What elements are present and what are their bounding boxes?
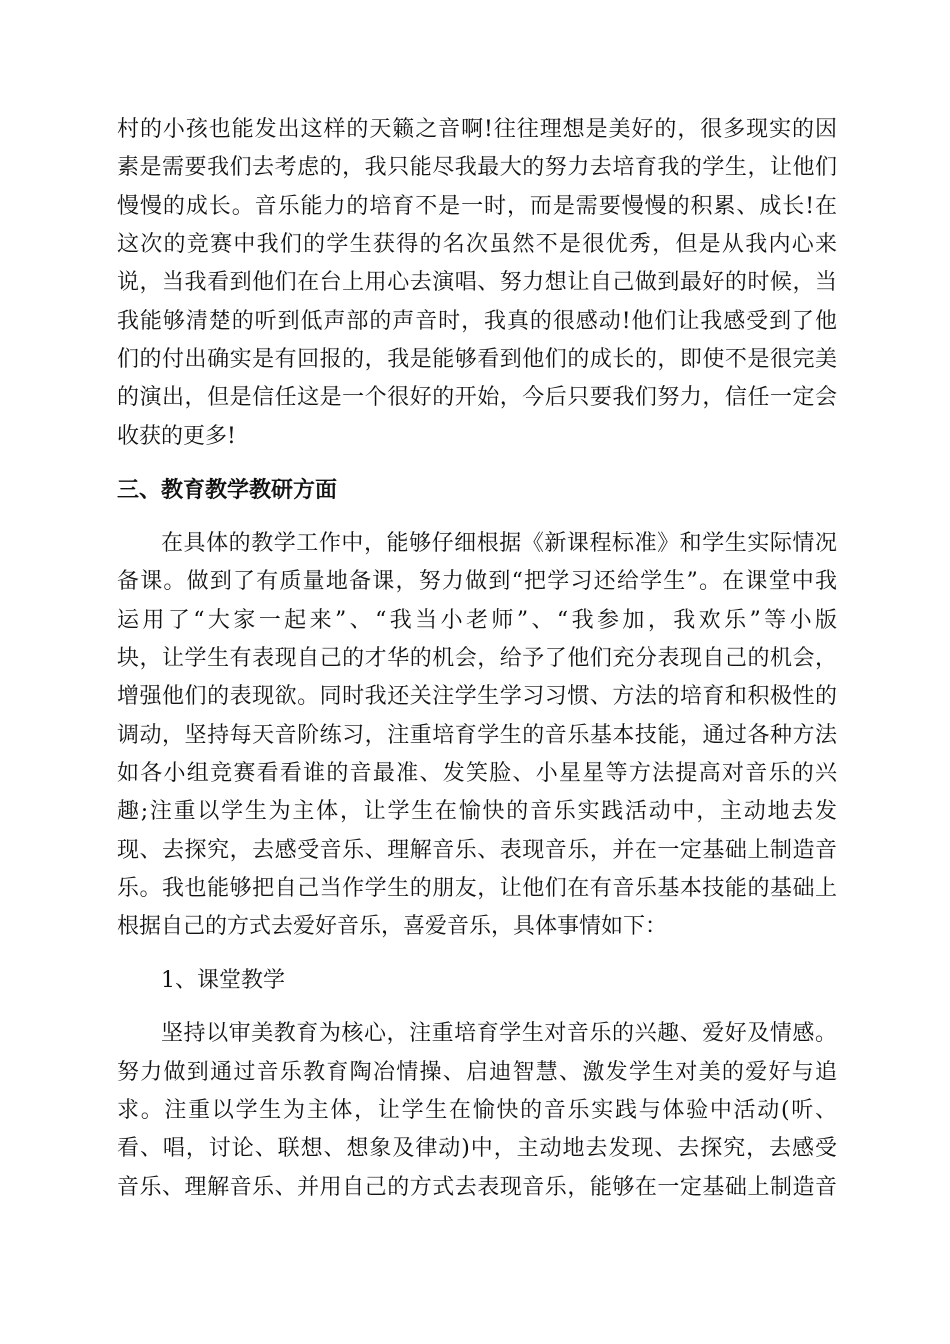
text-line: 这次的竞赛中我们的学生获得的名次虽然不是很优秀，但是从我内心来 (117, 232, 837, 257)
text-line: 增强他们的表现欲。同时我还关注学生学习习惯、方法的培育和积极性的 (117, 684, 837, 709)
text-line: 我能够清楚的听到低声部的声音时，我真的很感动!他们让我感受到了他 (117, 309, 837, 334)
text-line: 们的付出确实是有回报的，我是能够看到他们的成长的，即使不是很完美 (117, 347, 837, 372)
section-heading: 三、教育教学教研方面 (117, 477, 338, 503)
text-line: 的演出，但是信任这是一个很好的开始，今后只要我们努力，信任一定会 (117, 385, 837, 410)
text-line: 村的小孩也能发出这样的天籁之音啊!往往理想是美好的，很多现实的因 (117, 117, 837, 142)
text-line: 乐。我也能够把自己当作学生的朋友，让他们在有音乐基本技能的基础上 (117, 876, 837, 901)
text-line: 现、去探究，去感受音乐、理解音乐、表现音乐，并在一定基础上制造音 (117, 838, 837, 863)
text-line: 音乐、理解音乐、并用自己的方式去表现音乐，能够在一定基础上制造音 (117, 1175, 837, 1200)
text-line: 慢慢的成长。音乐能力的培育不是一时，而是需要慢慢的积累、成长!在 (117, 194, 837, 219)
text-line: 备课。做到了有质量地备课，努力做到“把学习还给学生”。在课堂中我 (117, 569, 837, 594)
text-line: 运用了“大家一起来”、“我当小老师”、“我参加，我欢乐”等小版 (117, 608, 837, 633)
text-line: 看、唱，讨论、联想、想象及律动)中，主动地去发现、去探究，去感受 (117, 1136, 837, 1161)
text-line: 根据自己的方式去爱好音乐，喜爱音乐，具体事情如下： (117, 914, 668, 939)
text-line: 求。注重以学生为主体，让学生在愉快的音乐实践与体验中活动(听、 (117, 1098, 837, 1123)
text-line: 素是需要我们去考虑的，我只能尽我最大的努力去培育我的学生，让他们 (117, 155, 837, 180)
text-line: 说，当我看到他们在台上用心去演唱、努力想让自己做到最好的时候，当 (117, 270, 837, 295)
text-line: 坚持以审美教育为核心，注重培育学生对音乐的兴趣、爱好及情感。 (161, 1021, 837, 1046)
text-line: 努力做到通过音乐教育陶冶情操、启迪智慧、激发学生对美的爱好与追 (117, 1060, 837, 1085)
text-line: 如各小组竞赛看看谁的音最准、发笑脸、小星星等方法提高对音乐的兴 (117, 761, 837, 786)
subheading: 1、课堂教学 (161, 968, 285, 993)
text-line: 在具体的教学工作中，能够仔细根据《新课程标准》和学生实际情况 (161, 531, 837, 556)
text-line: 趣;注重以学生为主体，让学生在愉快的音乐实践活动中，主动地去发 (117, 799, 837, 824)
text-line: 收获的更多! (117, 424, 236, 449)
text-line: 块，让学生有表现自己的才华的机会，给予了他们充分表现自己的机会， (117, 646, 837, 671)
text-line: 调动，坚持每天音阶练习，注重培育学生的音乐基本技能，通过各种方法 (117, 723, 837, 748)
